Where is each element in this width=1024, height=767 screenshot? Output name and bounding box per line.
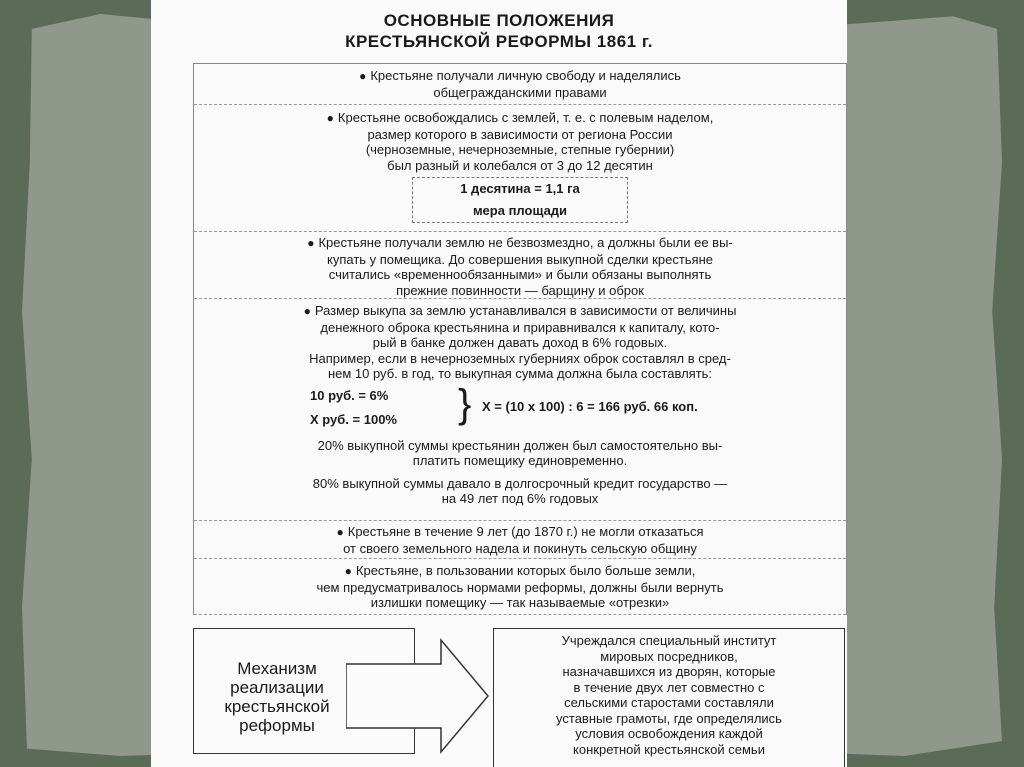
- bullet-icon: ●: [336, 525, 344, 539]
- measure-value: 1 десятина = 1,1 га: [460, 181, 580, 196]
- provision-land-allotment: ● Крестьяне освобождались с землей, т. е. с полевым наделом, размер которого в зависимости от региона России (черноземные, нечерноземные, степные губернии) был разный и колебался от 3 до 12 десятин 1 десятина = 1,1 га мера площади: [194, 105, 846, 232]
- document-page: [151, 0, 847, 767]
- provision-land-redemption: ● Крестьяне получали землю не безвозмездно, а должны были ее вы- купать у помещика. До совершения выкупной сделки крестьяне считались «временнообязанными» и были обязаны выполнять прежние повинности — барщину и оброк: [194, 232, 846, 299]
- provision-redemption-size: ● Размер выкупа за землю устанавливался в зависимости от величины денежного оброка крестьянина и приравнивался к капиталу, кото- рый в банке должен давать доход в 6% годовых. Например, если в нечерноземных губерниях оброк составлял в сред- нем 10 руб. в год, то выкупная сумма должна была составлять: 10 руб. = 6% Х руб. = 100% } Х = (10 х 100) : 6 = 166 руб. 66 коп. 20% выкупной суммы крестьянин должен был самостоятельно вы- платить помещику единовременно. 80% выкупной суммы давало в долгосрочный кредит государство — на 49 лет под 6% годовых: [194, 299, 846, 521]
- measure-label: мера площади: [472, 203, 568, 218]
- title-line-2: КРЕСТЬЯНСКОЙ РЕФОРМЫ 1861 г.: [345, 32, 653, 51]
- bullet-icon: ●: [326, 111, 334, 125]
- bullet-icon: ●: [359, 69, 367, 83]
- bullet-icon: ●: [307, 236, 315, 250]
- document-title: [151, 10, 847, 52]
- reform-provisions-table: [193, 63, 847, 615]
- formula-line-2: Х руб. = 100%: [310, 411, 397, 427]
- provision-otrezki: ● Крестьяне, в пользовании которых было больше земли, чем предусматривалось нормами реформы, должны были вернуть излишки помещику — так называемые «отрезки»: [194, 559, 846, 615]
- mediators-description-box: Учреждался специальный институт мировых посредников, назначавшихся из дворян, которые в течение двух лет совместно с сельскими старостами составляли уставные грамоты, где определялись условия освобождения каждой конкретной крестьянской семьи: [493, 628, 845, 767]
- title-line-1: ОСНОВНЫЕ ПОЛОЖЕНИЯ: [383, 11, 615, 30]
- formula-result: Х = (10 х 100) : 6 = 166 руб. 66 коп.: [482, 398, 698, 414]
- area-measure-box: [412, 177, 628, 223]
- redemption-formula: [200, 382, 840, 438]
- bullet-icon: ●: [344, 564, 352, 578]
- provision-personal-freedom: ● Крестьяне получали личную свободу и наделялись общегражданскими правами: [194, 64, 846, 105]
- formula-line-1: 10 руб. = 6%: [310, 387, 389, 403]
- provision-community-bond: ● Крестьяне в течение 9 лет (до 1870 г.) не могли отказаться от своего земельного надела и покинуть сельскую общину: [194, 521, 846, 559]
- arrow-right-icon: [346, 612, 496, 767]
- bullet-icon: ●: [303, 304, 311, 318]
- mechanism-text: Механизм реализации крестьянской реформы: [224, 659, 330, 735]
- brace-symbol: }: [458, 381, 472, 426]
